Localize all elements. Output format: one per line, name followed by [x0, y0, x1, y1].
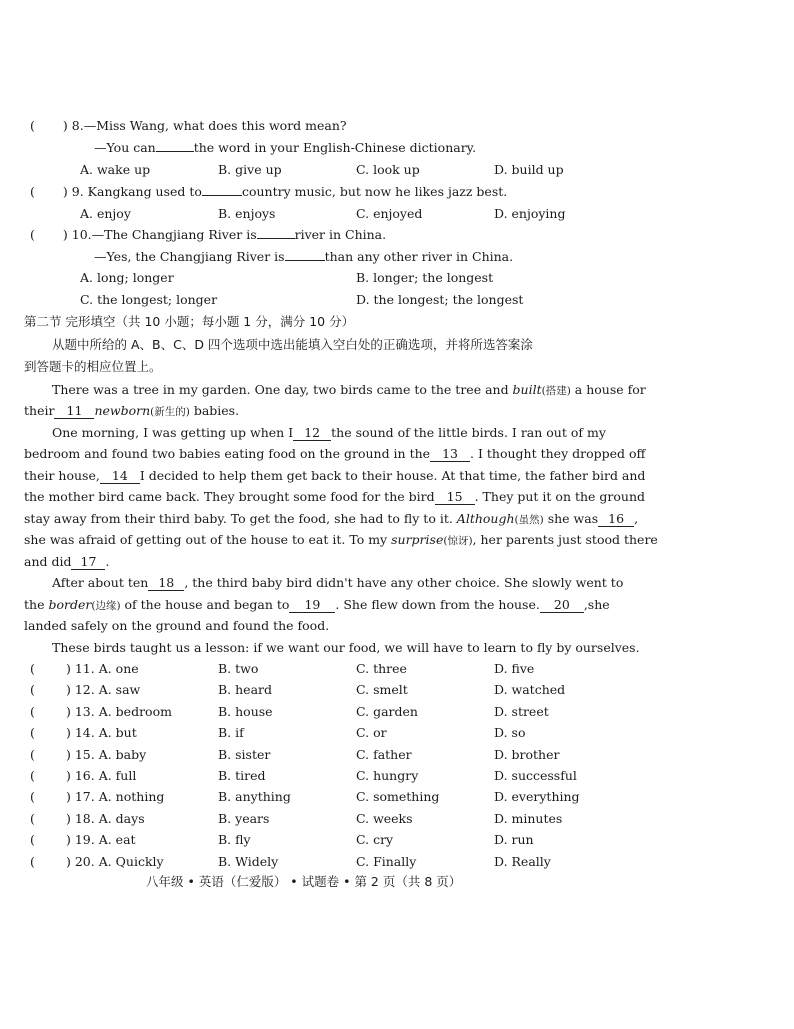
passage-p4-line1: These birds taught us a lesson: if we want our food, we will have to learn to fly by ourselves.: [52, 640, 640, 655]
q10-option-b: B. longer; the longest: [356, 270, 494, 285]
p2-l3-a: their house,: [24, 468, 100, 483]
passage-p2-line4: [24, 489, 645, 505]
gloss-word-newborn: newborn: [94, 403, 151, 418]
cloze-option-b: B. Widely: [218, 854, 279, 869]
gloss-word-although: Although: [456, 511, 515, 526]
p1-l1-b: a house for: [570, 382, 646, 397]
gloss-although-cn: (虽然): [514, 514, 544, 526]
p3-l2-b: of the house and began to: [120, 597, 290, 612]
question-9-stem: [30, 184, 507, 200]
q8-stem-text: 8.—Miss Wang, what does this word mean?: [71, 118, 347, 133]
p2-l7-a: and did: [24, 554, 72, 569]
answer-paren-open[interactable]: (: [30, 768, 35, 783]
answer-paren-open[interactable]: (: [30, 725, 35, 740]
cloze-option-c: C. three: [356, 661, 407, 676]
p2-l5-b: she was: [543, 511, 599, 526]
blank-12: 12: [293, 426, 331, 441]
cloze-option-a: ) 12. A. saw: [66, 682, 141, 697]
blank-19: 19: [289, 598, 335, 613]
cloze-option-a: ) 18. A. days: [66, 811, 145, 826]
blank-16: 16: [598, 512, 634, 527]
p2-l7-b: .: [105, 554, 110, 569]
cloze-option-c: C. hungry: [356, 768, 419, 783]
blank-q9: [202, 195, 242, 196]
answer-paren-open[interactable]: (: [30, 832, 35, 847]
blank-q10-2: [285, 260, 325, 261]
answer-paren-open[interactable]: (: [30, 854, 35, 869]
answer-paren-open[interactable]: (: [30, 747, 35, 762]
answer-paren-open[interactable]: (: [30, 682, 35, 697]
cloze-option-c: C. smelt: [356, 682, 408, 697]
q9-stem-b: country music, but now he likes jazz best.: [241, 184, 508, 199]
q8-option-d: D. build up: [494, 162, 564, 177]
question-8-line2: [94, 140, 476, 156]
cloze-option-d: D. street: [494, 704, 549, 719]
q10-line2-a: —Yes, the Changjiang River is: [94, 249, 285, 264]
p2-l1-a: One morning, I was getting up when I: [52, 425, 294, 440]
section-instructions-line2: 到答题卡的相应位置上。: [24, 359, 162, 374]
blank-11: 11: [54, 404, 94, 419]
cloze-option-c: C. weeks: [356, 811, 413, 826]
passage-p2-line1: [52, 425, 606, 441]
blank-15: 15: [435, 490, 475, 505]
p2-l6-a: she was afraid of getting out of the house to eat it. To my: [24, 532, 392, 547]
blank-q10-1: [257, 238, 295, 239]
answer-paren-close: ): [62, 227, 68, 242]
blank-17: 17: [71, 555, 105, 570]
cloze-option-c: C. or: [356, 725, 387, 740]
q9-stem-a: 9. Kangkang used to: [71, 184, 202, 199]
p1-l2-b: babies.: [189, 403, 240, 418]
cloze-option-a: ) 17. A. nothing: [66, 789, 165, 804]
question-10-line2: [94, 249, 513, 265]
p1-l2-a: their: [24, 403, 55, 418]
answer-paren-open[interactable]: (: [30, 789, 35, 804]
cloze-option-d: D. successful: [494, 768, 577, 783]
cloze-option-c: C. garden: [356, 704, 418, 719]
gloss-built-cn: (搭建): [541, 385, 571, 397]
gloss-word-border: border: [48, 597, 92, 612]
cloze-option-b: B. two: [218, 661, 259, 676]
cloze-option-a: ) 11. A. one: [66, 661, 139, 676]
cloze-option-b: B. fly: [218, 832, 251, 847]
q8-line2-b: the word in your English-Chinese dictionary.: [193, 140, 477, 155]
p3-l2-a: the: [24, 597, 49, 612]
cloze-option-b: B. heard: [218, 682, 273, 697]
cloze-option-a: ) 14. A. but: [66, 725, 137, 740]
cloze-option-a: ) 16. A. full: [66, 768, 137, 783]
p2-l4-b: . They put it on the ground: [474, 489, 646, 504]
answer-paren-open[interactable]: (: [30, 184, 35, 199]
section-instructions-line1: 从题中所给的 A、B、C、D 四个选项中选出能填入空白处的正确选项，并将所选答案涂: [52, 337, 533, 352]
p2-l4-a: the mother bird came back. They brought some food for the bird: [24, 489, 435, 504]
cloze-option-d: D. Really: [494, 854, 551, 869]
p3-l1-a: After about ten: [52, 575, 149, 590]
cloze-option-c: C. father: [356, 747, 412, 762]
answer-paren-open[interactable]: (: [30, 118, 35, 133]
cloze-option-d: D. watched: [494, 682, 566, 697]
cloze-option-a: ) 15. A. baby: [66, 747, 147, 762]
blank-13: 13: [430, 447, 470, 462]
cloze-option-b: B. sister: [218, 747, 271, 762]
cloze-option-a: ) 13. A. bedroom: [66, 704, 172, 719]
passage-p3-line1: [52, 575, 623, 591]
q8-line2-a: —You can: [94, 140, 156, 155]
gloss-word-surprise: surprise: [391, 532, 444, 547]
cloze-option-c: C. something: [356, 789, 440, 804]
p2-l6-b: , her parents just stood there: [472, 532, 658, 547]
cloze-option-b: B. if: [218, 725, 244, 740]
cloze-option-d: D. minutes: [494, 811, 563, 826]
q8-option-c: C. look up: [356, 162, 420, 177]
q8-option-b: B. give up: [218, 162, 282, 177]
q9-option-a: A. enjoy: [80, 206, 131, 221]
p2-l5-c: ,: [634, 511, 639, 526]
passage-p2-line3: [24, 468, 645, 484]
cloze-option-c: C. Finally: [356, 854, 417, 869]
p2-l2-b: . I thought they dropped off: [470, 446, 646, 461]
gloss-surprise-cn: (惊讶): [443, 535, 473, 547]
blank-14: 14: [100, 469, 140, 484]
p2-l1-b: the sound of the little birds. I ran out of my: [331, 425, 606, 440]
passage-p1-line1: [52, 382, 646, 399]
q10-stem-a: 10.—The Changjiang River is: [71, 227, 257, 242]
cloze-option-d: D. everything: [494, 789, 580, 804]
passage-p2-line5: [24, 511, 638, 528]
answer-paren-open[interactable]: (: [30, 811, 35, 826]
p2-l5-a: stay away from their third baby. To get the food, she had to fly to it.: [24, 511, 457, 526]
question-8-stem: [30, 118, 347, 134]
q10-option-c: C. the longest; longer: [80, 292, 218, 307]
cloze-option-d: D. run: [494, 832, 534, 847]
q10-option-a: A. long; longer: [80, 270, 174, 285]
section-heading: 第二节 完形填空（共 10 小题；每小题 1 分，满分 10 分）: [24, 314, 355, 329]
blank-20: 20: [540, 598, 584, 613]
cloze-option-a: ) 19. A. eat: [66, 832, 136, 847]
answer-paren-open[interactable]: (: [30, 661, 35, 676]
cloze-option-d: D. so: [494, 725, 526, 740]
p2-l2-a: bedroom and found two babies eating food on the ground in the: [24, 446, 431, 461]
page-footer: 八年级 • 英语（仁爱版） • 试题卷 • 第 2 页（共 8 页）: [146, 874, 462, 889]
blank-18: 18: [148, 576, 184, 591]
passage-p3-line2: [24, 597, 610, 614]
q8-option-a: A. wake up: [80, 162, 151, 177]
cloze-option-c: C. cry: [356, 832, 394, 847]
passage-p2-line7: [24, 554, 109, 570]
cloze-option-d: D. five: [494, 661, 535, 676]
question-10-stem: [30, 227, 386, 243]
cloze-option-b: B. house: [218, 704, 273, 719]
cloze-option-d: D. brother: [494, 747, 560, 762]
passage-p2-line2: [24, 446, 645, 462]
gloss-word-built: built: [512, 382, 542, 397]
q10-stem-b: river in China.: [294, 227, 387, 242]
q10-option-d: D. the longest; the longest: [356, 292, 524, 307]
blank-q8: [156, 151, 194, 152]
cloze-option-b: B. years: [218, 811, 270, 826]
p2-l3-b: I decided to help them get back to their house. At that time, the father bird and: [139, 468, 646, 483]
q9-option-d: D. enjoying: [494, 206, 566, 221]
p1-l1-a: There was a tree in my garden. One day, two birds came to the tree and: [52, 382, 513, 397]
gloss-newborn-cn: (新生的): [150, 406, 190, 418]
answer-paren-open[interactable]: (: [30, 704, 35, 719]
cloze-option-a: ) 20. A. Quickly: [66, 854, 164, 869]
cloze-option-b: B. tired: [218, 768, 266, 783]
answer-paren-close: ): [62, 118, 68, 133]
cloze-option-b: B. anything: [218, 789, 291, 804]
q9-option-b: B. enjoys: [218, 206, 276, 221]
q9-option-c: C. enjoyed: [356, 206, 423, 221]
answer-paren-open[interactable]: (: [30, 227, 35, 242]
q10-line2-b: than any other river in China.: [324, 249, 514, 264]
passage-p2-line6: [24, 532, 658, 549]
p3-l1-b: , the third baby bird didn't have any other choice. She slowly went to: [184, 575, 624, 590]
answer-paren-close: ): [62, 184, 68, 199]
p3-l2-c: . She flew down from the house.: [335, 597, 540, 612]
gloss-border-cn: (边缘): [91, 600, 121, 612]
passage-p3-line3: landed safely on the ground and found the food.: [24, 618, 330, 633]
passage-p1-line2: [24, 403, 239, 420]
p3-l2-d: ,she: [583, 597, 610, 612]
